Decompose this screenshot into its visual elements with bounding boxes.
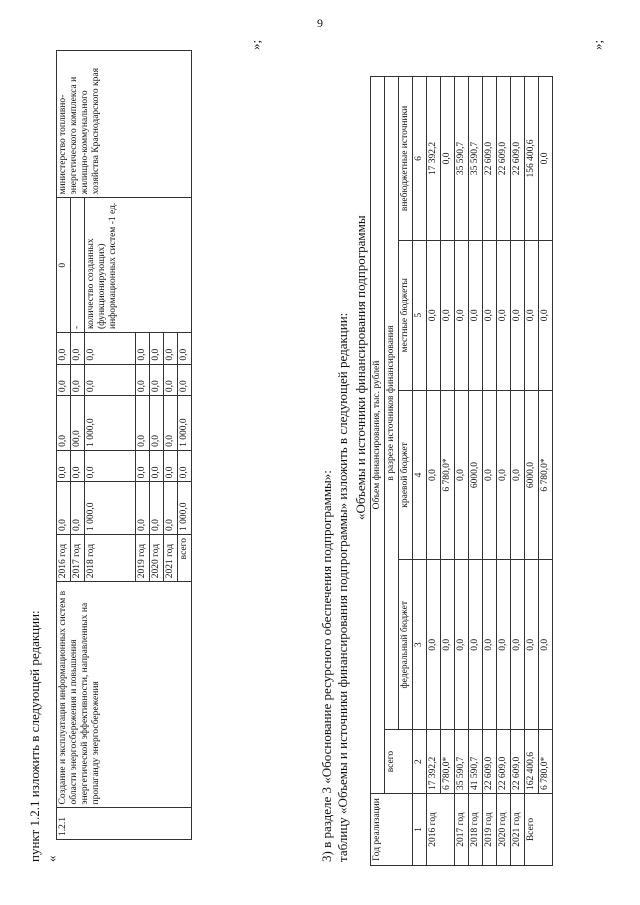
value-cell: 0,0 xyxy=(136,364,150,396)
value-cell: 0,0 xyxy=(150,482,164,535)
header-extrabudget: внебюджетные источники xyxy=(399,77,413,241)
total-cell: 17 392,2 xyxy=(427,730,441,794)
value-cell: 0,0 xyxy=(57,450,71,482)
federal-cell: 0,0 xyxy=(469,560,483,730)
value-cell: 0,0 xyxy=(136,396,150,451)
column-number: 2 xyxy=(413,730,427,794)
value-cell: 0,0 xyxy=(178,364,192,396)
table-row xyxy=(441,77,455,866)
rotated-document-body xyxy=(20,20,620,880)
extrabudget-cell: 22 609,0 xyxy=(511,77,525,241)
local-cell: 0,0 xyxy=(497,240,511,390)
federal-cell: 0,0 xyxy=(539,560,553,730)
year-cell: 2020 год xyxy=(150,534,164,581)
federal-cell: 0,0 xyxy=(525,560,539,730)
value-cell: 0,0 xyxy=(57,333,71,365)
value-cell: 0,0 xyxy=(136,450,150,482)
value-cell: 0,0 xyxy=(164,396,178,451)
section-paragraph-1: 3) в разделе 3 «Обоснование ресурсного обеспечения подпрограммы»: xyxy=(319,470,334,862)
total-cell: 22 609,0 xyxy=(511,730,525,794)
value-cell: 0,0 xyxy=(71,450,85,482)
federal-cell: 0,0 xyxy=(427,560,441,730)
intro-paragraph: пункт 1.2.1 изложить в следующей редакции: xyxy=(27,610,42,862)
local-cell: 0,0 xyxy=(525,240,539,390)
financing-table xyxy=(370,76,553,866)
total-cell: 6 780,0* xyxy=(441,730,455,794)
value-cell: 0,0 xyxy=(178,450,192,482)
value-cell: 0,0 xyxy=(85,364,136,396)
table-row xyxy=(525,77,539,866)
value-cell: 0,0 xyxy=(71,333,85,365)
close-quote-1: »; xyxy=(248,39,263,50)
extrabudget-cell: 35 590,7 xyxy=(469,77,483,241)
federal-cell: 0,0 xyxy=(441,560,455,730)
section-paragraph-2: таблицу «Объемы и источники финансирования подпрограммы» изложить в следующей редакции: xyxy=(335,312,350,862)
extrabudget-cell: 35 590,7 xyxy=(455,77,469,241)
extrabudget-cell: 17 392,2 xyxy=(427,77,441,241)
total-cell: 35 590,7 xyxy=(455,730,469,794)
year-cell: 2020 год xyxy=(497,794,511,866)
regional-cell: 0,0 xyxy=(427,390,441,560)
value-cell: 0,0 xyxy=(136,482,150,535)
regional-cell: 0,0 xyxy=(455,390,469,560)
table-row xyxy=(483,77,497,866)
value-cell: 1 000,0 xyxy=(85,482,136,535)
header-total: всего xyxy=(385,730,413,794)
regional-cell: 6000,0 xyxy=(469,390,483,560)
extrabudget-cell: 0,0 xyxy=(441,77,455,241)
table-row xyxy=(455,77,469,866)
federal-cell: 0,0 xyxy=(511,560,525,730)
header-regional: краевой бюджет xyxy=(399,390,413,560)
year-cell: 2016 год xyxy=(427,794,455,866)
year-cell: 2017 год xyxy=(71,534,85,581)
local-cell: 0,0 xyxy=(511,240,525,390)
header-local: местные бюджеты xyxy=(399,240,413,390)
value-cell: 0,0 xyxy=(57,482,71,535)
column-number: 3 xyxy=(413,560,427,730)
indicator-dash: - xyxy=(71,198,85,333)
header-year: Год реализации xyxy=(371,794,413,866)
value-cell: 0,0 xyxy=(85,333,136,365)
event-number: 1.2.1 xyxy=(57,808,192,840)
column-number: 6 xyxy=(413,77,427,241)
column-number: 1 xyxy=(413,794,427,866)
value-cell: 0,0 xyxy=(85,450,136,482)
total-cell: 162 400,6 xyxy=(525,730,539,794)
value-cell: 0,0 xyxy=(164,333,178,365)
table-row xyxy=(539,77,553,866)
value-cell: 0,0 xyxy=(57,364,71,396)
event-title: Создание и эксплуатация информационных систем в области энергосбережения и повышения энергетической эффективности, направленных на пропаганду энергосбережения xyxy=(57,582,192,808)
total-cell: 22 609,0 xyxy=(497,730,511,794)
responsible-cell: министерство топливно-энергетического комплекса и жилищно-коммунального хозяйства Краснодарского края xyxy=(57,51,192,198)
table-row xyxy=(497,77,511,866)
table2-caption: «Объемы и источники финансирования подпрограммы xyxy=(353,215,368,520)
table-row xyxy=(511,77,525,866)
regional-cell: 0,0 xyxy=(511,390,525,560)
column-number: 5 xyxy=(413,240,427,390)
value-cell: 0,0 xyxy=(164,482,178,535)
value-cell: 1 000,0 xyxy=(178,482,192,535)
value-cell: 0,0 xyxy=(178,333,192,365)
event-table xyxy=(56,50,192,840)
federal-cell: 0,0 xyxy=(455,560,469,730)
table-row xyxy=(57,51,71,840)
open-quote: « xyxy=(44,855,59,862)
total-cell: 6 780,0* xyxy=(539,730,553,794)
regional-cell: 6000,0 xyxy=(525,390,539,560)
total-cell: 41 590,7 xyxy=(469,730,483,794)
value-cell: 0,0 xyxy=(57,396,71,451)
column-number-row xyxy=(413,77,427,866)
value-cell: 0,0 xyxy=(150,364,164,396)
value-cell: 0,0 xyxy=(136,333,150,365)
extrabudget-cell: 22 609,0 xyxy=(483,77,497,241)
year-cell: 2018 год xyxy=(85,534,136,581)
year-cell: 2018 год xyxy=(469,794,483,866)
value-cell: 1 000,0 xyxy=(85,396,136,451)
table-row xyxy=(469,77,483,866)
year-cell: Всего xyxy=(525,794,553,866)
table-row xyxy=(427,77,441,866)
local-cell: 0,0 xyxy=(469,240,483,390)
year-cell: всего xyxy=(178,534,192,581)
header-volume: Объем финансирования, тыс. рублей xyxy=(371,77,385,794)
value-cell: 0,0 xyxy=(150,333,164,365)
value-cell: 0,0 xyxy=(164,364,178,396)
year-cell: 2021 год xyxy=(511,794,525,866)
value-cell: 0,0 xyxy=(150,396,164,451)
indicator-top: 0 xyxy=(57,198,71,333)
year-cell: 2016 год xyxy=(57,534,71,581)
year-cell: 2019 год xyxy=(136,534,150,581)
value-cell: 1 000,0 xyxy=(178,396,192,451)
value-cell: 0,0 xyxy=(71,482,85,535)
federal-cell: 0,0 xyxy=(483,560,497,730)
value-cell: 0,0 xyxy=(164,450,178,482)
extrabudget-cell: 0,0 xyxy=(539,77,553,241)
regional-cell: 6 780,0* xyxy=(441,390,455,560)
column-number: 4 xyxy=(413,390,427,560)
page-number: 9 xyxy=(317,16,323,30)
extrabudget-cell: 22 609,0 xyxy=(497,77,511,241)
header-row xyxy=(385,77,399,866)
close-quote-2: »; xyxy=(590,39,605,50)
value-cell: 0,0 xyxy=(150,450,164,482)
value-cell: 0,0 xyxy=(71,364,85,396)
total-cell: 22 609,0 xyxy=(483,730,497,794)
local-cell: 0,0 xyxy=(455,240,469,390)
local-cell: 0,0 xyxy=(539,240,553,390)
header-federal: федеральный бюджет xyxy=(399,560,413,730)
regional-cell: 0,0 xyxy=(483,390,497,560)
regional-cell: 6 780,0* xyxy=(539,390,553,560)
value-cell: 00,0 xyxy=(71,396,85,451)
local-cell: 0,0 xyxy=(427,240,441,390)
local-cell: 0,0 xyxy=(441,240,455,390)
header-sources: в разрезе источников финансирования xyxy=(385,77,399,730)
federal-cell: 0,0 xyxy=(497,560,511,730)
year-cell: 2019 год xyxy=(483,794,497,866)
header-row xyxy=(371,77,385,866)
indicator-text: количество созданных (функционирующих) информационных систем -1 ед. xyxy=(85,198,192,333)
extrabudget-cell: 156 400,6 xyxy=(525,77,539,241)
regional-cell: 0,0 xyxy=(497,390,511,560)
year-cell: 2021 год xyxy=(164,534,178,581)
local-cell: 0,0 xyxy=(483,240,497,390)
year-cell: 2017 год xyxy=(455,794,469,866)
